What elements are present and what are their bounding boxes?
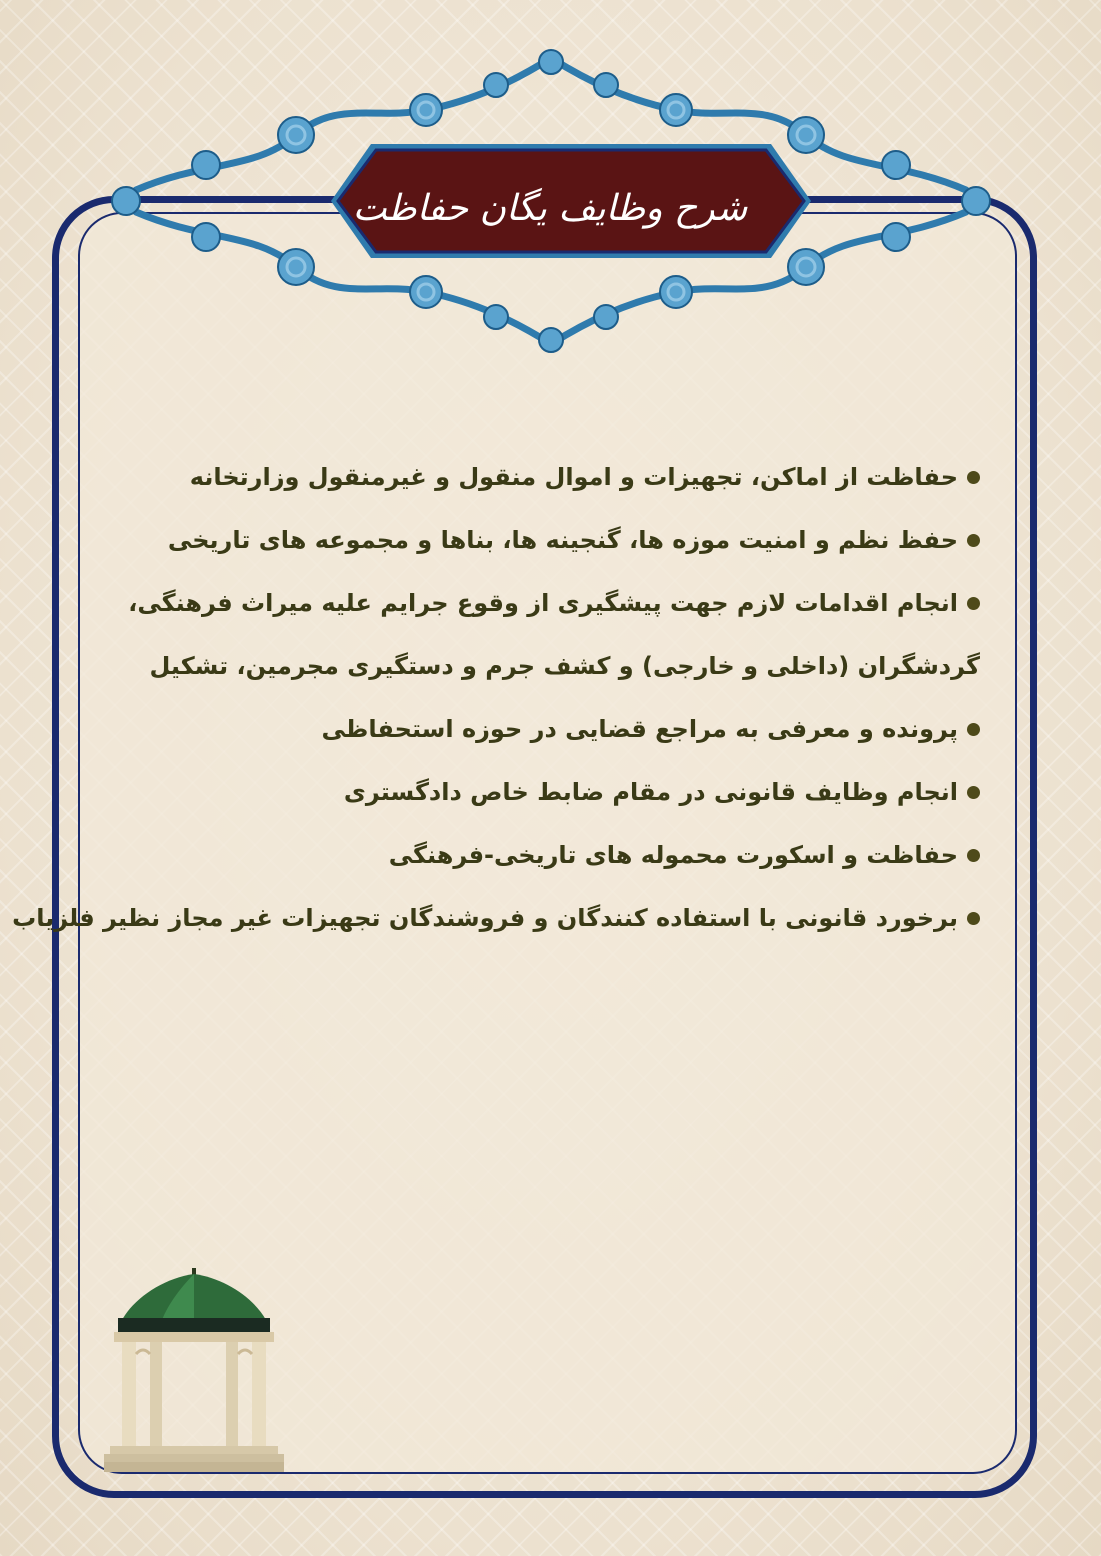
list-item: [80, 572, 980, 635]
list-item-text: انجام اقدامات لازم جهت پیشگیری از وقوع جرایم علیه میراث فرهنگی،: [128, 589, 958, 617]
bullet-icon: [967, 534, 980, 547]
duties-list: [12, 446, 980, 950]
list-item-continuation: [80, 635, 980, 698]
bullet-icon: [967, 912, 980, 925]
bullet-icon: [967, 849, 980, 862]
list-item-text: حفظ نظم و امنیت موزه ها، گنجینه ها، بناها و مجموعه های تاریخی: [167, 526, 958, 554]
list-item: [80, 446, 980, 509]
list-item-text: گردشگران (داخلی و خارجی) و کشف جرم و دستگیری مجرمین، تشکیل: [149, 652, 980, 680]
list-item: [80, 824, 980, 887]
page-title: شرح وظایف یگان حفاظت: [352, 187, 748, 229]
list-item: [80, 698, 980, 761]
list-item: [12, 887, 980, 950]
bullet-icon: [967, 471, 980, 484]
list-item-text: انجام وظایف قانونی در مقام ضابط خاص دادگستری: [343, 778, 958, 806]
bullet-icon: [967, 723, 980, 736]
bullet-icon: [967, 786, 980, 799]
list-item-text: حفاظت و اسکورت محموله های تاریخی-فرهنگی: [388, 841, 958, 869]
list-item-text: حفاظت از اماکن، تجهیزات و اموال منقول و غیرمنقول وزارتخانه: [189, 463, 958, 491]
hafez-tomb-gazebo-icon: [104, 1268, 284, 1474]
list-item-text: برخورد قانونی با استفاده کنندگان و فروشندگان تجهیزات غیر مجاز نظیر فلزیاب: [12, 904, 958, 932]
list-item: [80, 761, 980, 824]
list-item-text: پرونده و معرفی به مراجع قضایی در حوزه استحفاظی: [321, 715, 958, 743]
bullet-icon: [967, 597, 980, 610]
list-item: [80, 509, 980, 572]
